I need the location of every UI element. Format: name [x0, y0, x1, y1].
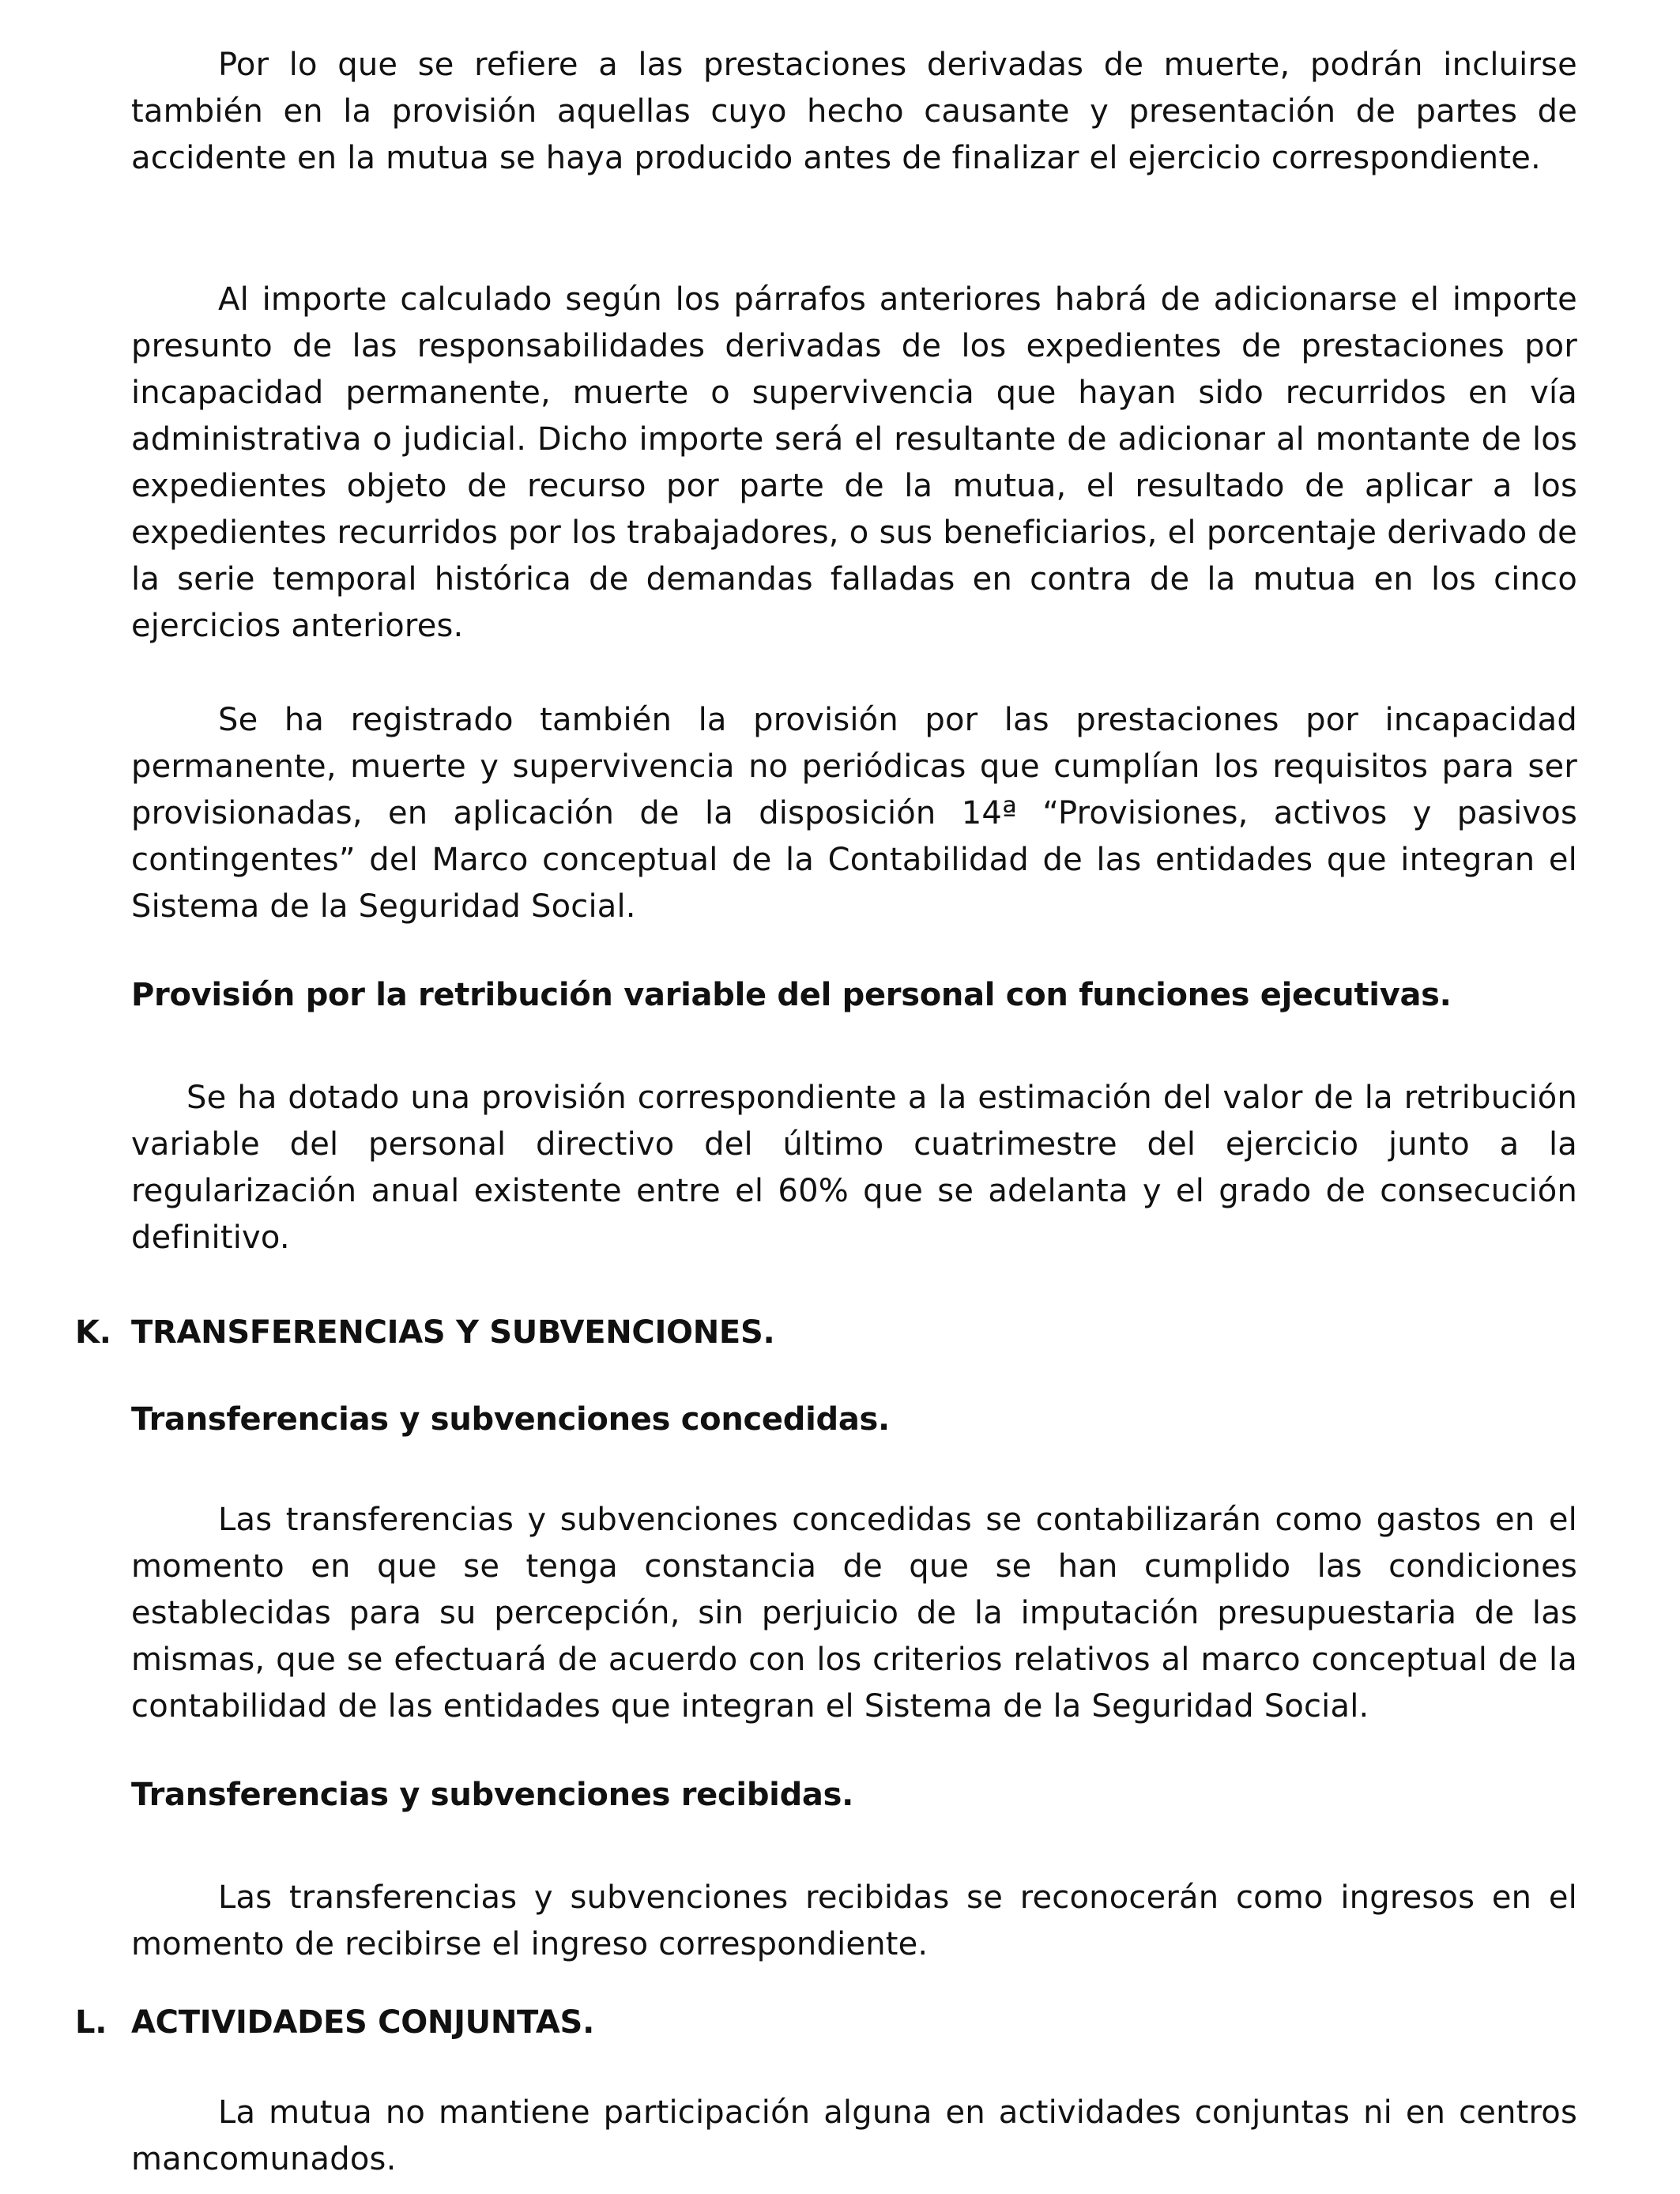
paragraph-text: Las transferencias y subvenciones recibidas se reconocerán como ingresos en el momento de recibirse el ingreso correspondiente.	[131, 1879, 1577, 1962]
section-letter: K.	[75, 1314, 111, 1351]
subheading-subvenciones-concedidas: Transferencias y subvenciones concedidas.	[131, 1401, 890, 1438]
paragraph-subvenciones-concedidas	[131, 1497, 1577, 1730]
paragraph-text: Se ha registrado también la provisión por las prestaciones por incapacidad permanente, muerte y supervivencia no periódicas que cumplían los requisitos para ser provisionadas, en aplicación de la disposición 14ª “Provisiones, activos y pasivos contingentes” del Marco conceptual de la Contabilidad de las entidades que integran el Sistema de la Seguridad Social.	[131, 702, 1577, 925]
subheading-retribucion-variable: Provisión por la retribución variable del personal con funciones ejecutivas.	[131, 977, 1452, 1013]
section-letter: L.	[75, 2004, 107, 2041]
paragraph-provision-registrada	[131, 697, 1577, 930]
paragraph-importe-calculado	[131, 277, 1577, 650]
section-heading-l	[75, 2000, 594, 2046]
section-title: TRANSFERENCIAS Y SUBVENCIONES.	[131, 1314, 775, 1351]
paragraph-text: Se ha dotado una provisión correspondiente a la estimación del valor de la retribución variable del personal directivo del último cuatrimestre del ejercicio junto a la regularización anual existente entre el 60% que se adelanta y el grado de consecución definitivo.	[131, 1080, 1577, 1256]
paragraph-text: Por lo que se refiere a las prestaciones derivadas de muerte, podrán incluirse también en la provisión aquellas cuyo hecho causante y presentación de partes de accidente en la mutua se haya producido antes de finalizar el ejercicio correspondiente.	[131, 47, 1577, 176]
paragraph-subvenciones-recibidas	[131, 1875, 1577, 1968]
subheading-subvenciones-recibidas: Transferencias y subvenciones recibidas.	[131, 1777, 853, 1813]
paragraph-retribucion-variable	[131, 1075, 1577, 1261]
paragraph-prestaciones-muerte	[131, 42, 1577, 182]
section-heading-k	[75, 1310, 774, 1356]
paragraph-text: Al importe calculado según los párrafos anteriores habrá de adicionarse el importe presunto de las responsabilidades derivadas de los expedientes de prestaciones por incapacidad permanente, muerte o supervivencia que hayan sido recurridos en vía administrativa o judicial. Dicho importe será el resultante de adicionar al montante de los expedientes objeto de recurso por parte de la mutua, el resultado de aplicar a los expedientes recurridos por los trabajadores, o sus beneficiarios, el porcentaje derivado de la serie temporal histórica de demandas falladas en contra de la mutua en los cinco ejercicios anteriores.	[131, 281, 1577, 644]
section-title: ACTIVIDADES CONJUNTAS.	[131, 2004, 594, 2041]
paragraph-actividades-conjuntas	[131, 2090, 1577, 2183]
paragraph-text: La mutua no mantiene participación alguna en actividades conjuntas ni en centros mancomunados.	[131, 2094, 1577, 2177]
paragraph-text: Las transferencias y subvenciones concedidas se contabilizarán como gastos en el momento en que se tenga constancia de que se han cumplido las condiciones establecidas para su percepción, sin perjuicio de la imputación presupuestaria de las mismas, que se efectuará de acuerdo con los criterios relativos al marco conceptual de la contabilidad de las entidades que integran el Sistema de la Seguridad Social.	[131, 1502, 1577, 1725]
